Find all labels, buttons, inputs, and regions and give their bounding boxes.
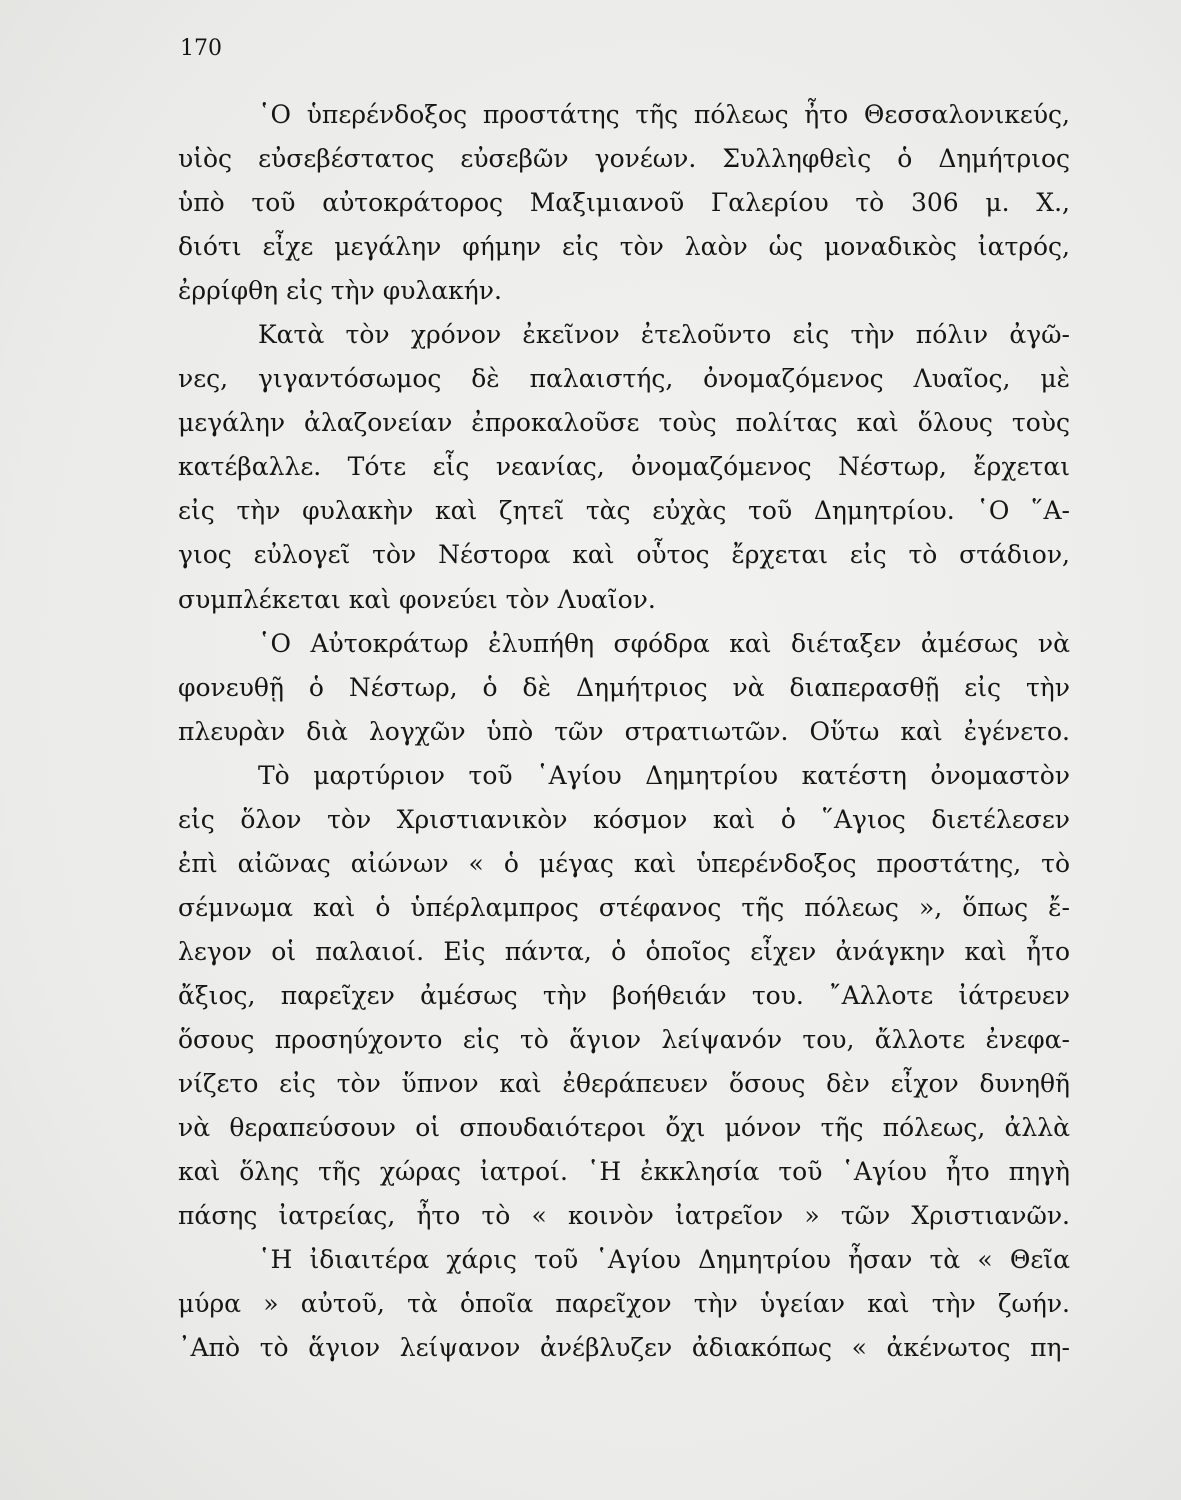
text-line: σέμνωμα καὶ ὁ ὑπέρλαμπρος στέφανος τῆς πόλεως », ὅπως ἔ-	[178, 892, 1070, 922]
text-line: ῾Η ἰδιαιτέρα χάρις τοῦ ῾Αγίου Δημητρίου ἦσαν τὰ « Θεῖα	[258, 1245, 1070, 1275]
text-line: ἐρρίφθη εἰς τὴν φυλακήν.	[178, 276, 502, 306]
body-text	[178, 93, 1070, 1370]
text-line: καὶ ὅλης τῆς χώρας ἰατροί. ῾Η ἐκκλησία τοῦ ῾Αγίου ἦτο πηγὴ	[178, 1157, 1070, 1187]
text-line: ἐπὶ αἰῶνας αἰώνων « ὁ μέγας καὶ ὑπερένδοξος προστάτης, τὸ	[178, 848, 1070, 878]
text-line: νες, γιγαντόσωμος δὲ παλαιστής, ὀνομαζόμενος Λυαῖος, μὲ	[178, 364, 1070, 394]
text-line: υἱὸς εὐσεβέστατος εὐσεβῶν γονέων. Συλληφθεὶς ὁ Δημήτριος	[178, 144, 1070, 174]
text-line: κατέβαλλε. Τότε εἷς νεανίας, ὀνομαζόμενος Νέστωρ, ἔρχεται	[178, 452, 1070, 482]
text-line: εἰς ὅλον τὸν Χριστιανικὸν κόσμον καὶ ὁ ῞Αγιος διετέλεσεν	[178, 804, 1070, 834]
text-line: γιος εὐλογεῖ τὸν Νέστορα καὶ οὗτος ἔρχεται εἰς τὸ στάδιον,	[178, 540, 1070, 570]
text-line: ὅσους προσηύχοντο εἰς τὸ ἅγιον λείψανόν του, ἄλλοτε ἐνεφα-	[178, 1024, 1070, 1054]
text-line: Κατὰ τὸν χρόνον ἐκεῖνον ἐτελοῦντο εἰς τὴν πόλιν ἀγῶ-	[258, 320, 1070, 350]
text-line: πάσης ἰατρείας, ἦτο τὸ « κοινὸν ἰατρεῖον » τῶν Χριστιανῶν.	[178, 1201, 1070, 1231]
text-line: ὑπὸ τοῦ αὐτοκράτορος Μαξιμιανοῦ Γαλερίου τὸ 306 μ. Χ.,	[178, 188, 1070, 218]
text-line: ῾Ο Αὐτοκράτωρ ἐλυπήθη σφόδρα καὶ διέταξεν ἀμέσως νὰ	[258, 628, 1070, 658]
text-line: ἄξιος, παρεῖχεν ἀμέσως τὴν βοήθειάν του. ῎Αλλοτε ἰάτρευεν	[178, 980, 1070, 1010]
text-line: μύρα » αὐτοῦ, τὰ ὁποῖα παρεῖχον τὴν ὑγείαν καὶ τὴν ζωήν.	[178, 1289, 1070, 1319]
text-line: Τὸ μαρτύριον τοῦ ῾Αγίου Δημητρίου κατέστη ὀνομαστὸν	[258, 760, 1070, 790]
text-line: πλευρὰν διὰ λογχῶν ὑπὸ τῶν στρατιωτῶν. Οὕτω καὶ ἐγένετο.	[178, 716, 1070, 746]
text-line: νὰ θεραπεύσουν οἱ σπουδαιότεροι ὄχι μόνον τῆς πόλεως, ἀλλὰ	[178, 1113, 1070, 1143]
text-line: λεγον οἱ παλαιοί. Εἰς πάντα, ὁ ὁποῖος εἶχεν ἀνάγκην καὶ ἦτο	[178, 936, 1070, 966]
text-line: συμπλέκεται καὶ φονεύει τὸν Λυαῖον.	[178, 584, 656, 614]
text-line: μεγάλην ἀλαζονείαν ἐπροκαλοῦσε τοὺς πολίτας καὶ ὅλους τοὺς	[178, 408, 1070, 438]
text-line: φονευθῇ ὁ Νέστωρ, ὁ δὲ Δημήτριος νὰ διαπερασθῇ εἰς τὴν	[178, 672, 1070, 702]
text-line: ῾Ο ὑπερένδοξος προστάτης τῆς πόλεως ἦτο Θεσσαλονικεύς,	[258, 100, 1070, 129]
text-line: εἰς τὴν φυλακὴν καὶ ζητεῖ τὰς εὐχὰς τοῦ Δημητρίου. ῾Ο ῞Α-	[178, 496, 1070, 526]
text-line: ᾿Απὸ τὸ ἅγιον λείψανον ἀνέβλυζεν ἀδιακόπως « ἀκένωτος πη-	[178, 1333, 1070, 1363]
page-number: 170	[180, 36, 222, 61]
text-line: διότι εἶχε μεγάλην φήμην εἰς τὸν λαὸν ὡς μοναδικὸς ἰατρός,	[178, 232, 1070, 262]
text-line: νίζετο εἰς τὸν ὕπνον καὶ ἐθεράπευεν ὅσους δὲν εἶχον δυνηθῆ	[178, 1069, 1070, 1099]
